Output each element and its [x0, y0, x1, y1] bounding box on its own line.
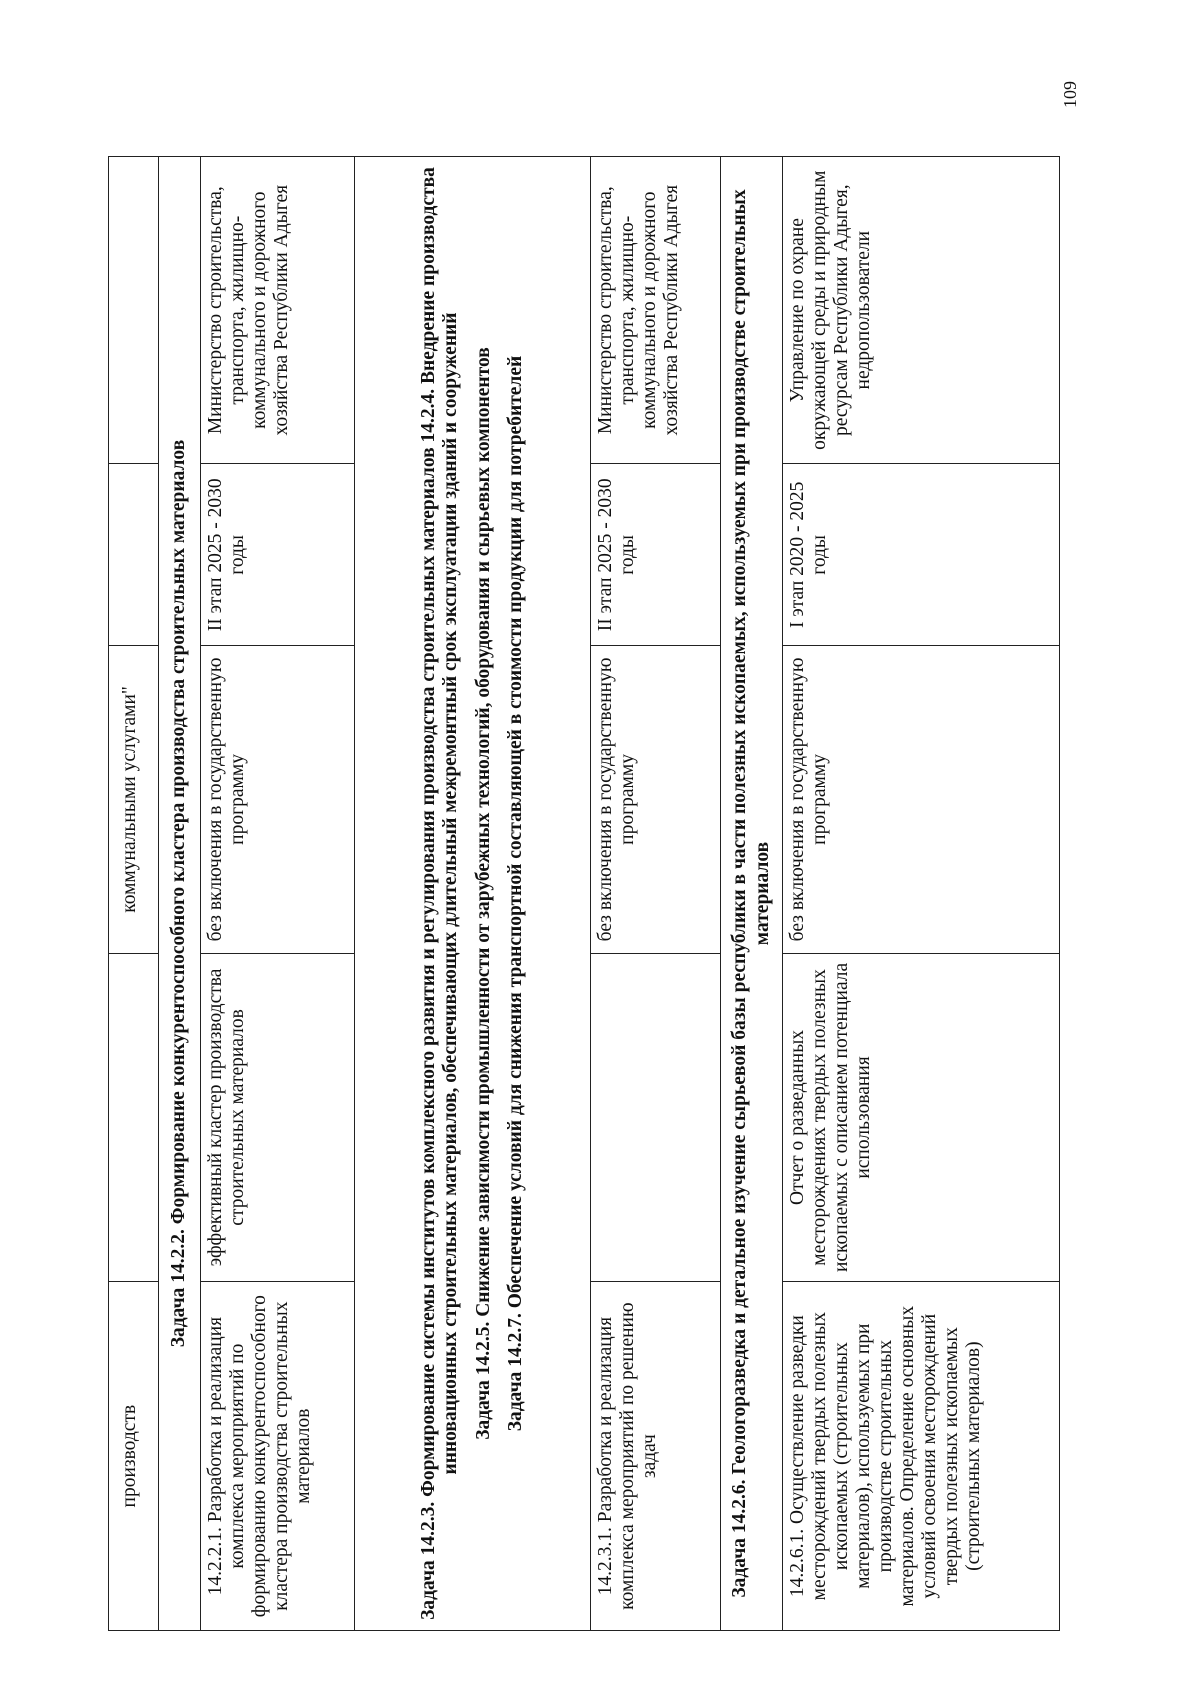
task-14-2-6: Задача 14.2.6. Геологоразведка и детальное изучение сырьевой базы республики в части полезных ископаемых, используемых при производстве строительных материалов	[721, 157, 783, 1631]
task-row	[355, 157, 591, 1631]
task-row	[721, 157, 783, 1631]
header-cell-period	[109, 464, 159, 646]
header-row	[109, 157, 159, 1631]
task-14-2-3: Задача 14.2.3. Формирование системы институтов комплексного развития и регулирования производства строительных материалов 14.2.4. Внедрение производства инновационных строительных материалов, обеспечивающих длительный межремонтный срок эксплуатации зданий и сооружений	[418, 167, 462, 1620]
measure-cell: 14.2.2.1. Разработка и реализация комплекса мероприятий по формированию конкурентоспособного кластера производства строительных материалов	[201, 1282, 355, 1631]
period-cell: II этап 2025 - 2030 годы	[201, 464, 355, 646]
financing-cell: без включения в государственную программу	[201, 646, 355, 953]
result-cell: эффективный кластер производства строительных материалов	[201, 953, 355, 1282]
task-14-2-7: Задача 14.2.7. Обеспечение условий для снижения транспортной составляющей в стоимости продукции для потребителей	[504, 355, 526, 1432]
header-cell-financing: коммунальными услугами"	[109, 646, 159, 953]
executor-cell: Министерство строительства, транспорта, жилищно-коммунального и дорожного хозяйства Республики Адыгея	[201, 157, 355, 464]
task-group	[355, 157, 591, 1631]
header-cell-measure: производств	[109, 1282, 159, 1631]
task-14-2-5: Задача 14.2.5. Снижение зависимости промышленности от зарубежных технологий, оборудования и сырьевых компонентов	[472, 347, 494, 1440]
table-row	[201, 157, 355, 1631]
header-cell-executor	[109, 157, 159, 464]
executor-cell: Управление по охране окружающей среды и природным ресурсам Республики Адыгея, недропользователи	[783, 157, 1060, 464]
period-cell: II этап 2025 - 2030 годы	[591, 464, 721, 646]
rotated-table-container	[108, 156, 1060, 1631]
result-cell: Отчет о разведанных месторождениях твердых полезных ископаемых с описанием потенциала использования	[783, 953, 1060, 1282]
table-row	[783, 157, 1060, 1631]
measure-cell: 14.2.3.1. Разработка и реализация комплекса мероприятий по решению задач	[591, 1282, 721, 1631]
financing-cell: без включения в государственную программу	[783, 646, 1060, 953]
result-cell	[591, 953, 721, 1282]
task-14-2-2: Задача 14.2.2. Формирование конкурентоспособного кластера производства строительных материалов	[159, 157, 201, 1631]
page-number: 109	[1060, 81, 1080, 108]
executor-cell: Министерство строительства, транспорта, жилищно-коммунального и дорожного хозяйства Республики Адыгея	[591, 157, 721, 464]
measure-cell: 14.2.6.1. Осуществление разведки месторождений твердых полезных ископаемых (строительных материалов), используемых при производстве строительных материалов. Определение основных условий освоения месторождений твердых полезных ископаемых (строительных материалов)	[783, 1282, 1060, 1631]
program-measures-table	[108, 156, 1060, 1631]
task-row	[159, 157, 201, 1631]
period-cell: I этап 2020 - 2025 годы	[783, 464, 1060, 646]
table-row	[591, 157, 721, 1631]
financing-cell: без включения в государственную программу	[591, 646, 721, 953]
header-cell-result	[109, 953, 159, 1282]
